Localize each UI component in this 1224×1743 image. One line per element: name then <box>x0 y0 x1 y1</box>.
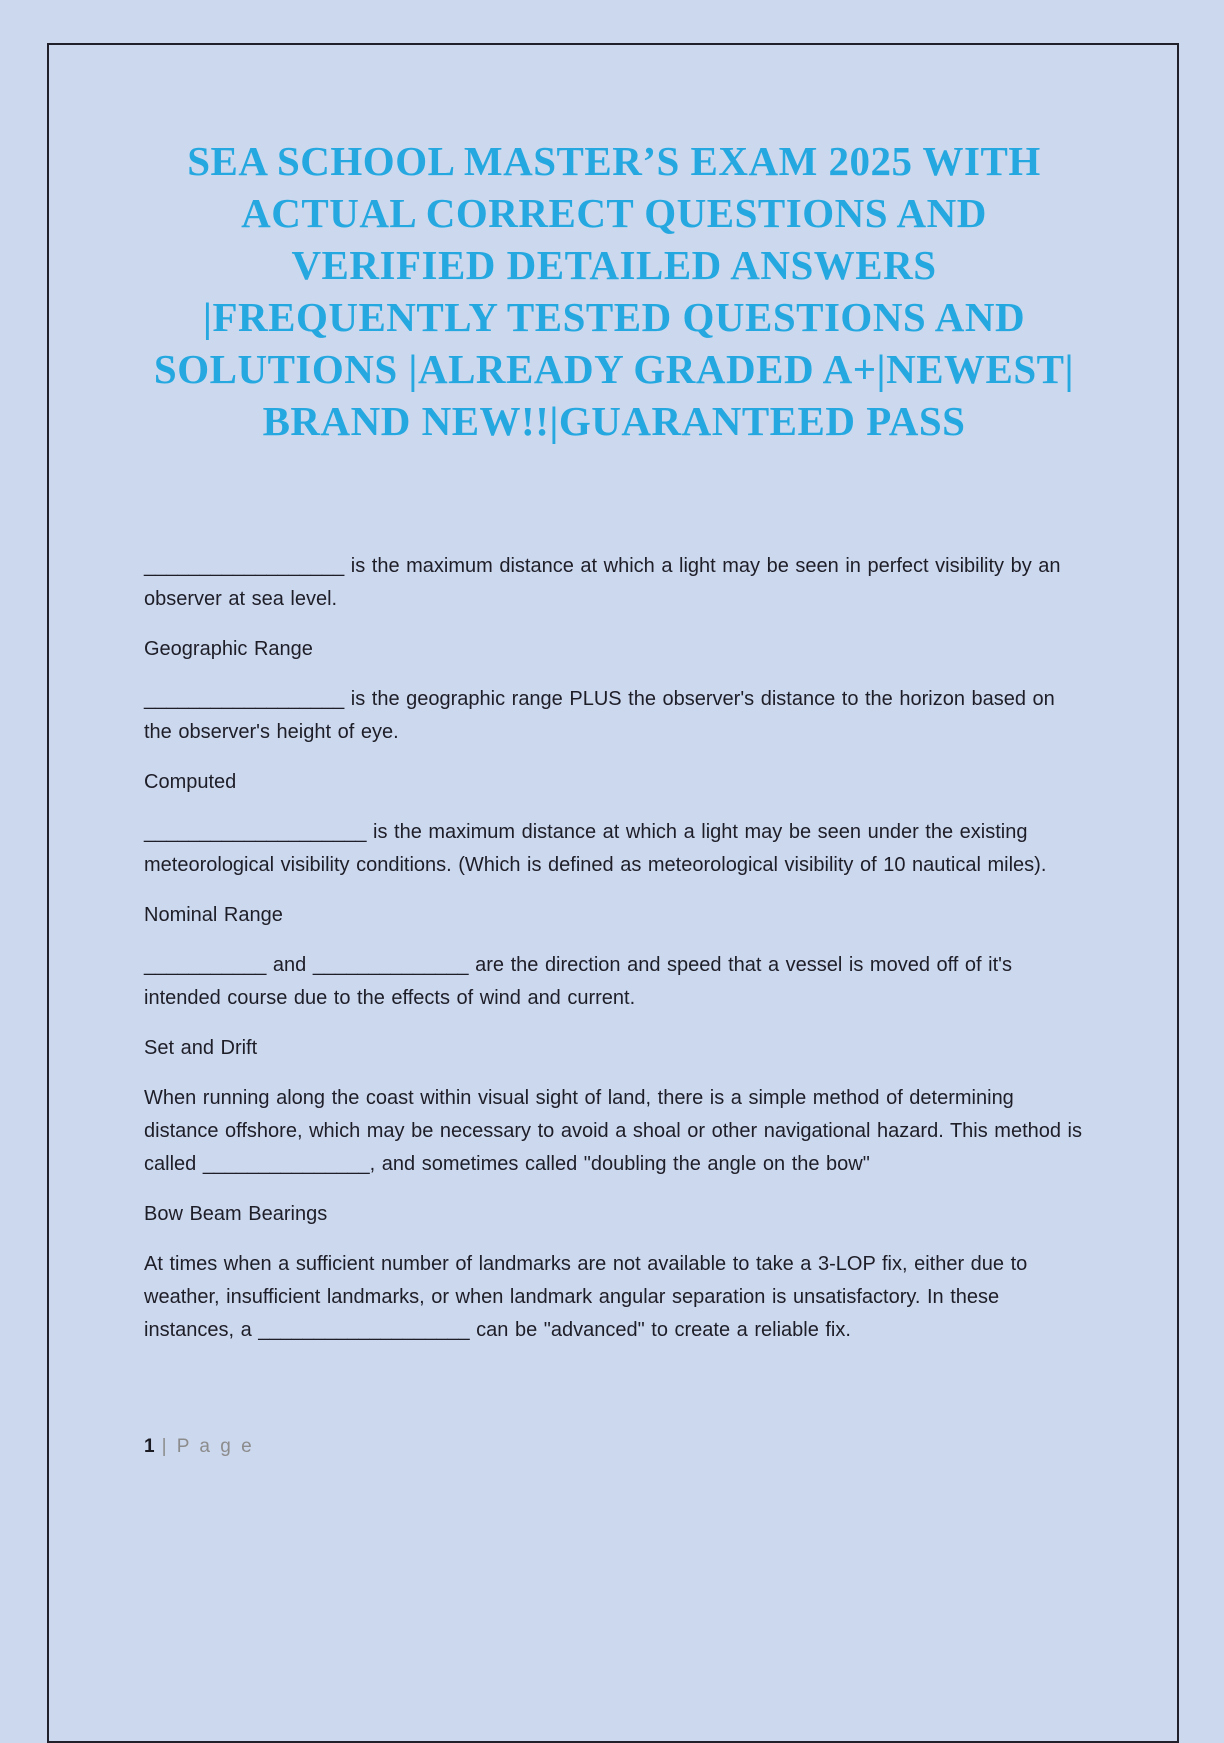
question-paragraph: __________________ is the geographic range PLUS the observer's distance to the horizon based on the observer's height of eye. <box>144 688 1055 743</box>
title-line: BRAND NEW!!|GUARANTEED PASS <box>262 398 966 444</box>
answer-paragraph: Geographic Range <box>144 638 313 660</box>
question-paragraph: ____________________ is the maximum distance at which a light may be seen under the existing meteorological visibility conditions. (Which is defined as meteorological visibility of 10 nautical miles). <box>144 821 1047 876</box>
document-title <box>144 135 1084 447</box>
title-line: ACTUAL CORRECT QUESTIONS AND <box>241 190 987 236</box>
page-number: 1 <box>144 1436 155 1457</box>
question-paragraph: __________________ is the maximum distance at which a light may be seen in perfect visibility by an observer at sea level. <box>144 555 1061 610</box>
page-content <box>144 0 1084 1364</box>
question-paragraph: At times when a sufficient number of landmarks are not available to take a 3-LOP fix, either due to weather, insufficient landmarks, or when landmark angular separation is unsatisfactory. In these instances, a ___________________ can be "advanced" to create a reliable fix. <box>144 1253 1028 1341</box>
question-paragraph: ___________ and ______________ are the direction and speed that a vessel is moved off of it's intended course due to the effects of wind and current. <box>144 954 1012 1009</box>
answer-paragraph: Bow Beam Bearings <box>144 1203 328 1225</box>
question-answer-list <box>144 550 1084 1347</box>
page-footer <box>144 1436 254 1458</box>
answer-paragraph: Set and Drift <box>144 1037 258 1059</box>
question-paragraph: When running along the coast within visual sight of land, there is a simple method of determining distance offshore, which may be necessary to avoid a shoal or other navigational hazard. This method is called _______________, and sometimes called "doubling the angle on the bow" <box>144 1087 1083 1175</box>
title-line: |FREQUENTLY TESTED QUESTIONS AND <box>202 294 1026 340</box>
title-line: SEA SCHOOL MASTER’S EXAM 2025 WITH <box>187 138 1041 184</box>
answer-paragraph: Computed <box>144 771 237 793</box>
title-line: VERIFIED DETAILED ANSWERS <box>291 242 937 288</box>
footer-page-label: | P a g e <box>161 1436 255 1457</box>
answer-paragraph: Nominal Range <box>144 904 283 926</box>
title-line: SOLUTIONS |ALREADY GRADED A+|NEWEST| <box>153 346 1075 392</box>
